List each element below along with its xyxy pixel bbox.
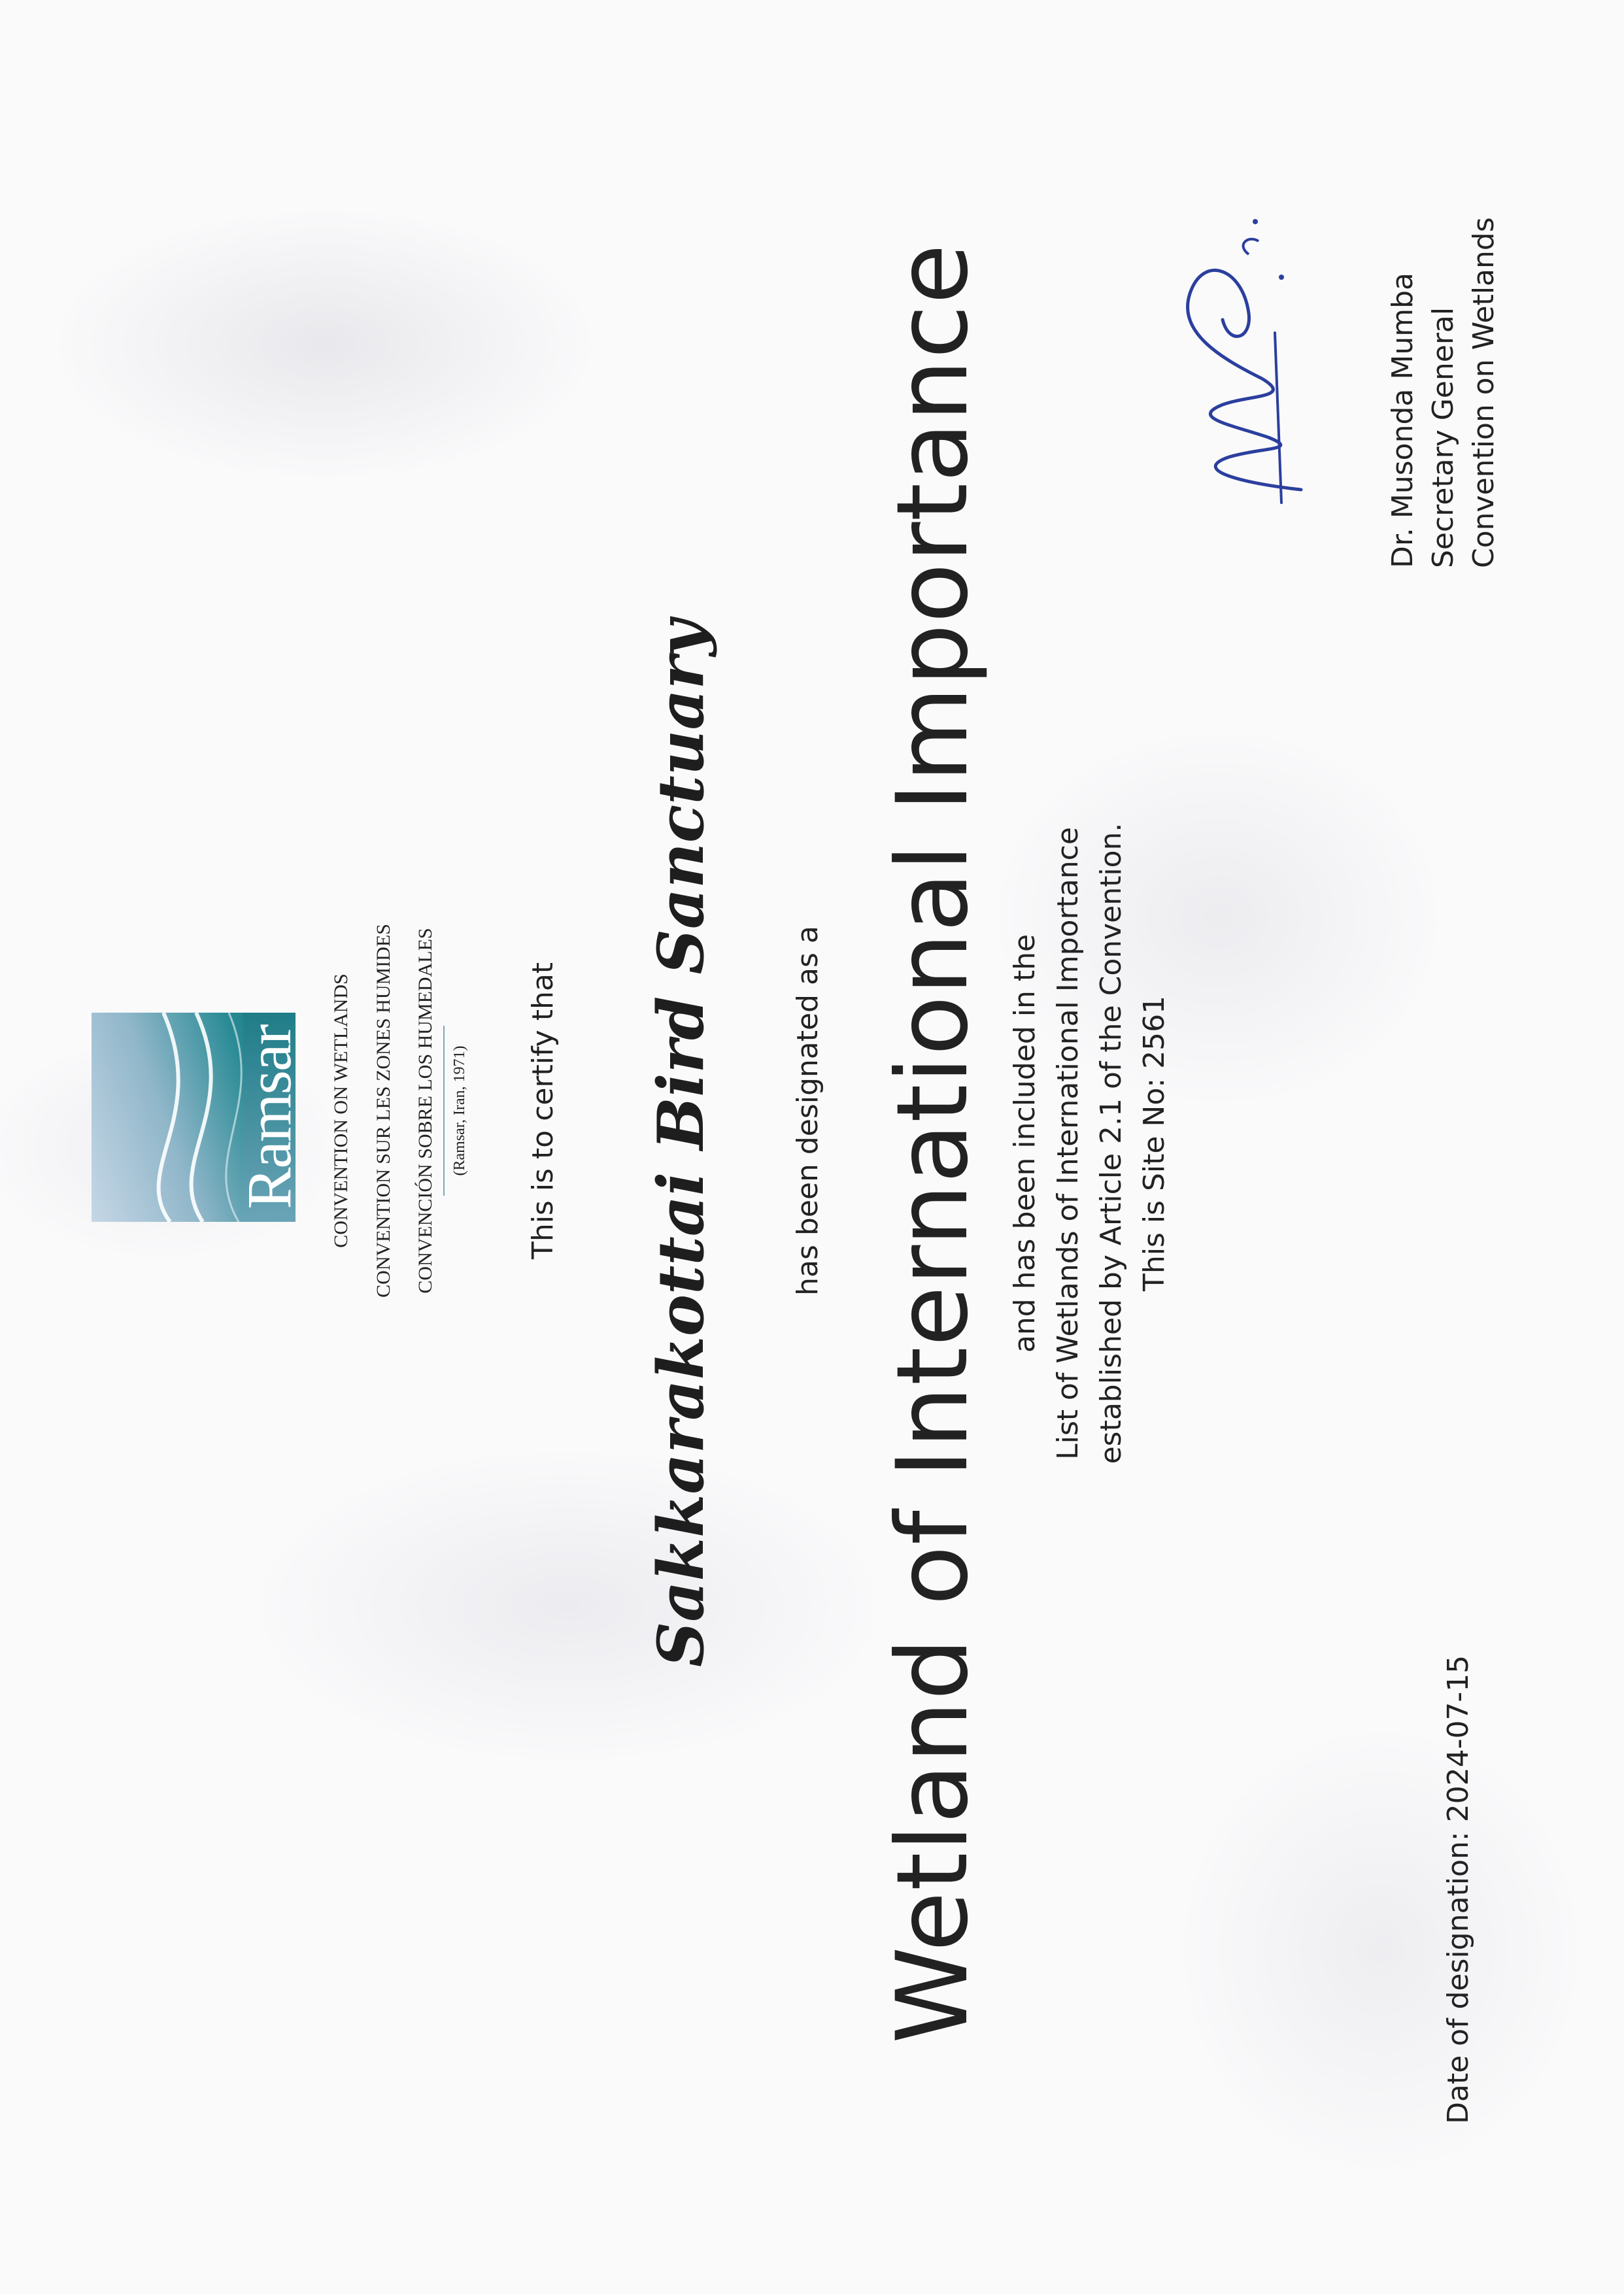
signatory-block [1383, 217, 1504, 568]
logo-wordmark: Ramsar [243, 1013, 296, 1222]
body-line-2: List of Wetlands of International Importance [1051, 827, 1085, 1460]
designated-as: has been designated as a [791, 926, 824, 1296]
site-name: Sakkarakottai Bird Sanctuary [644, 619, 718, 1668]
convention-spanish: CONVENCIÓN SOBRE LOS HUMEDALES [414, 928, 436, 1294]
date-label: Date of designation: [1442, 1831, 1475, 2124]
body-line-1: and has been included in the [1008, 934, 1041, 1353]
designation-date [1442, 1655, 1475, 2124]
body-line-4: This is Site No: 2561 [1138, 995, 1171, 1292]
date-value: 2024-07-15 [1442, 1655, 1475, 1823]
signatory-organization: Convention on Wetlands [1467, 217, 1500, 568]
designation-body [1004, 555, 1176, 1732]
certify-intro: This is to certify that [526, 962, 560, 1260]
signatory-title: Secretary General [1427, 307, 1460, 568]
convention-citation: (Ramsar, Iran, 1971) [451, 1045, 468, 1176]
signature [1151, 189, 1321, 529]
signatory-name: Dr. Musonda Mumba [1386, 273, 1419, 568]
convention-english: CONVENTION ON WETLANDS [330, 973, 352, 1248]
convention-divider [443, 1026, 445, 1196]
body-line-3: established by Article 2.1 of the Convention. [1094, 822, 1128, 1464]
designation-title: Wetland of International Importance [876, 243, 990, 2044]
ramsar-logo [92, 1000, 314, 1222]
convention-french: CONVENTION SUR LES ZONES HUMIDES [373, 924, 394, 1298]
